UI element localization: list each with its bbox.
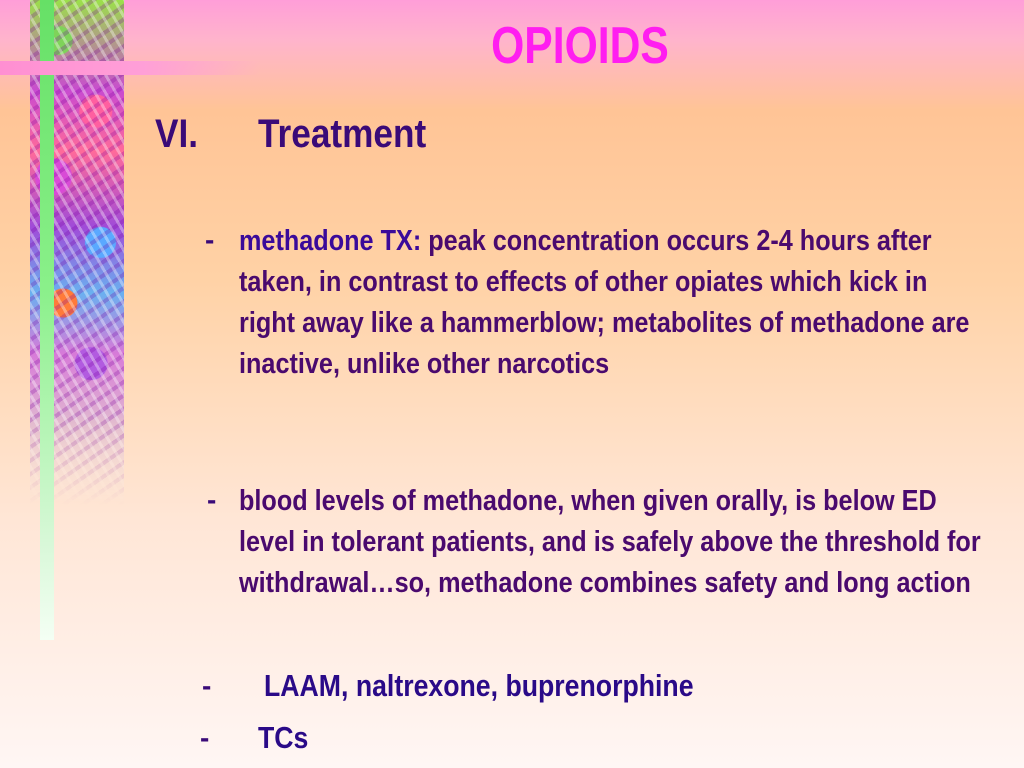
bullet-marker: -: [205, 224, 215, 255]
bullet-lead: methadone TX:: [239, 225, 422, 257]
section-title: Treatment: [258, 112, 427, 156]
section-number: VI.: [155, 112, 199, 156]
bullet-marker: -: [200, 722, 210, 753]
vertical-accent-bar: [40, 0, 54, 640]
bullet-methadone-tx: [239, 221, 987, 385]
bullet-blood-levels: blood levels of methadone, when given orally, is below ED level in tolerant patients, and is safely above the threshold for withdrawal…so, methadone combines safety and long action: [239, 485, 981, 599]
bullet-tcs: TCs: [258, 720, 309, 755]
bullet-alternatives: LAAM, naltrexone, buprenorphine: [264, 668, 694, 703]
bullet-text: peak concentration occurs 2-4 hours after taken, in contrast to effects of other opiates which kick in right away like a hammerblow; metabolites of methadone are inactive, unlike other narcotics: [239, 225, 970, 380]
bullet-marker: -: [207, 484, 217, 515]
bullet-marker: -: [202, 670, 212, 701]
slide-title: OPIOIDS: [491, 17, 669, 75]
